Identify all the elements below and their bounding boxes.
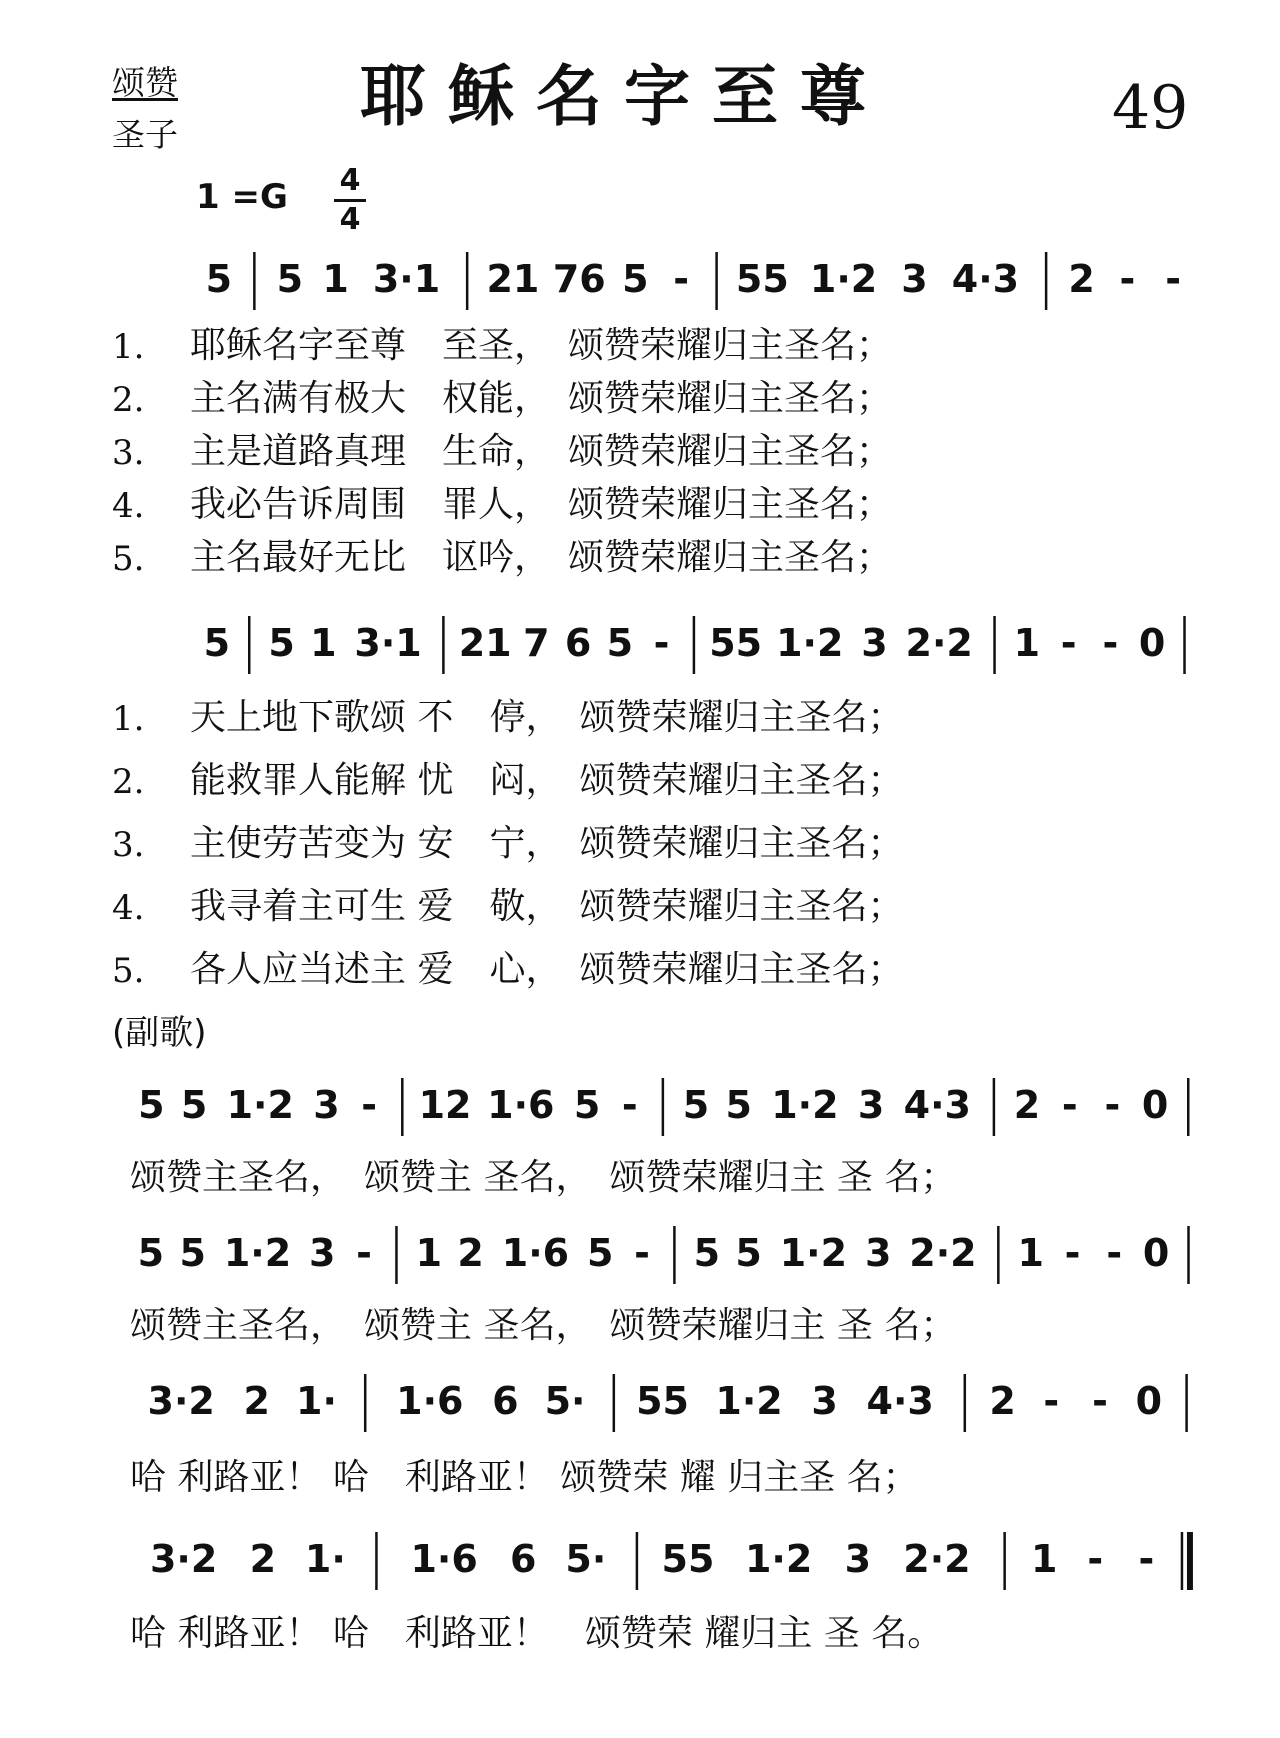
note-token: 3 bbox=[811, 1379, 838, 1423]
note-token: 5 bbox=[586, 1231, 614, 1275]
note-token: 3 bbox=[844, 1537, 872, 1581]
refrain-lyric-line: 颂赞主圣名， 颂赞主 圣名， 颂赞荣耀归主 圣 名； bbox=[130, 1305, 957, 1346]
note-extension-dash: - bbox=[673, 257, 690, 301]
note-token: 1·6 bbox=[410, 1537, 478, 1581]
note-token: 1·2 bbox=[771, 1083, 839, 1127]
note-token: 55 bbox=[661, 1537, 715, 1581]
verse-lyric-line: 我寻着主可生 爱 敬， 颂赞荣耀归主圣名； bbox=[190, 886, 904, 927]
note-token: 1·6 bbox=[501, 1231, 570, 1275]
note-extension-dash: - bbox=[1087, 1537, 1104, 1581]
verse-lyric-line: 各人应当述主 爱 心， 颂赞荣耀归主圣名； bbox=[190, 949, 904, 990]
note-extension-dash: - bbox=[621, 1083, 638, 1127]
note-token: 6 bbox=[564, 621, 592, 665]
note-token: 5 bbox=[606, 621, 634, 665]
notation-row bbox=[138, 1078, 1188, 1136]
verse-lyric-line: 主名满有极大 权能， 颂赞荣耀归主圣名； bbox=[190, 378, 893, 419]
note-extension-dash: - bbox=[634, 1231, 650, 1275]
hymn-number: 49 bbox=[1112, 73, 1189, 143]
note-token: 4·3 bbox=[866, 1379, 934, 1423]
note-token: 4·3 bbox=[903, 1083, 971, 1127]
note-extension-dash: - bbox=[356, 1231, 372, 1275]
verse-number: 3. bbox=[112, 825, 145, 865]
note-token: 1·2 bbox=[226, 1083, 294, 1127]
note-token: 1·2 bbox=[223, 1231, 292, 1275]
notation-row bbox=[138, 1226, 1189, 1284]
note-token: 3·1 bbox=[372, 257, 441, 301]
verse-lyric-line: 我必告诉周围 罪人， 颂赞荣耀归主圣名； bbox=[190, 484, 893, 525]
note-token: 1·6 bbox=[396, 1379, 464, 1423]
key-signature: 1 =G bbox=[196, 177, 288, 217]
note-token: 5· bbox=[544, 1379, 586, 1423]
note-token: 2 bbox=[1013, 1083, 1041, 1127]
note-token: 0 bbox=[1141, 1083, 1169, 1127]
note-token: 7 bbox=[523, 621, 550, 665]
note-token: 4·3 bbox=[951, 257, 1020, 301]
note-token: 5· bbox=[565, 1537, 607, 1581]
note-token: 2·2 bbox=[903, 1537, 971, 1581]
note-extension-dash: - bbox=[1119, 257, 1136, 301]
note-token: 5 bbox=[276, 257, 304, 301]
note-token: 1·2 bbox=[809, 257, 878, 301]
note-token: 5 bbox=[180, 1083, 208, 1127]
note-token: 1 bbox=[322, 257, 349, 301]
note-token: 6 bbox=[510, 1537, 537, 1581]
refrain-lyric-line: 哈 利路亚！ 哈 利路亚！ 颂赞荣 耀归主 圣 名。 bbox=[130, 1613, 944, 1654]
note-token: 2 bbox=[1068, 257, 1095, 301]
note-token: 5 bbox=[268, 621, 295, 665]
note-extension-dash: - bbox=[361, 1083, 378, 1127]
hymn-title: 耶稣名字至尊 bbox=[360, 58, 888, 135]
note-token: 3 bbox=[309, 1231, 336, 1275]
note-token: 2·2 bbox=[905, 621, 973, 665]
note-token: 2 bbox=[457, 1231, 484, 1275]
note-token: 0 bbox=[1138, 621, 1166, 665]
note-extension-dash: - bbox=[1061, 1083, 1078, 1127]
note-token: 5 bbox=[725, 1083, 752, 1127]
note-token: 5 bbox=[682, 1083, 710, 1127]
category-label: 颂赞 bbox=[112, 63, 178, 102]
notation-row bbox=[148, 1374, 1187, 1432]
note-token: 55 bbox=[636, 1379, 690, 1423]
note-extension-dash: - bbox=[1102, 621, 1119, 665]
verse-lyric-line: 主是道路真理 生命， 颂赞荣耀归主圣名； bbox=[190, 431, 893, 472]
note-token: 55 bbox=[735, 257, 789, 301]
note-token: 3 bbox=[857, 1083, 885, 1127]
verse-number: 1. bbox=[112, 327, 145, 367]
note-token: 1 bbox=[1013, 621, 1041, 665]
note-token: 1·2 bbox=[744, 1537, 813, 1581]
note-token: 3 bbox=[861, 621, 888, 665]
note-token: 5 bbox=[205, 257, 233, 301]
note-token: 55 bbox=[709, 621, 763, 665]
note-token: 3·2 bbox=[147, 1379, 215, 1423]
note-extension-dash: - bbox=[1064, 1231, 1081, 1275]
note-token: 0 bbox=[1135, 1379, 1163, 1423]
note-token: 1· bbox=[296, 1379, 337, 1423]
note-token: 12 bbox=[418, 1083, 472, 1127]
notation-row bbox=[150, 1532, 1190, 1590]
notation-row bbox=[204, 616, 1185, 674]
verse-lyric-line: 主使劳苦变为 安 宁， 颂赞荣耀归主圣名； bbox=[190, 823, 904, 864]
note-token: 2 bbox=[249, 1537, 277, 1581]
refrain-lyric-line: 哈 利路亚！ 哈 利路亚！ 颂赞荣 耀 归主圣 名； bbox=[130, 1457, 919, 1498]
note-token: 5 bbox=[179, 1231, 206, 1275]
note-token: 2·2 bbox=[909, 1231, 977, 1275]
verse-number: 4. bbox=[112, 888, 145, 928]
note-token: 3·1 bbox=[354, 621, 422, 665]
note-token: 3·2 bbox=[149, 1537, 218, 1581]
verse-number: 3. bbox=[112, 433, 145, 473]
note-extension-dash: - bbox=[1106, 1231, 1123, 1275]
note-token: 5 bbox=[622, 257, 649, 301]
note-extension-dash: - bbox=[1060, 621, 1077, 665]
verse-lyric-line: 耶稣名字至尊 至圣， 颂赞荣耀归主圣名； bbox=[190, 325, 893, 366]
verse-lyric-line: 能救罪人能解 忧 闷， 颂赞荣耀归主圣名； bbox=[190, 760, 904, 801]
note-token: 3 bbox=[864, 1231, 892, 1275]
note-token: 1·2 bbox=[779, 1231, 848, 1275]
note-token: 2 bbox=[989, 1379, 1016, 1423]
note-extension-dash: - bbox=[653, 621, 670, 665]
note-extension-dash: - bbox=[1165, 257, 1182, 301]
note-token: 1 bbox=[1030, 1537, 1058, 1581]
refrain-lyric-line: 颂赞主圣名， 颂赞主 圣名， 颂赞荣耀归主 圣 名； bbox=[130, 1157, 957, 1198]
note-token: 1·2 bbox=[776, 621, 844, 665]
note-token: 1· bbox=[304, 1537, 346, 1581]
verse-number: 2. bbox=[112, 762, 145, 802]
verse-lyric-line: 天上地下歌颂 不 停， 颂赞荣耀归主圣名； bbox=[190, 697, 904, 738]
note-token: 6 bbox=[492, 1379, 519, 1423]
note-token: 3 bbox=[901, 257, 928, 301]
note-token: 21 bbox=[486, 257, 540, 301]
note-token: 3 bbox=[313, 1083, 340, 1127]
note-token: 5 bbox=[137, 1231, 165, 1275]
verse-number: 5. bbox=[112, 951, 145, 991]
notation-row bbox=[206, 252, 1181, 310]
note-token: 5 bbox=[203, 621, 231, 665]
note-token: 1 bbox=[415, 1231, 443, 1275]
subcategory-label: 圣子 bbox=[112, 115, 178, 154]
note-extension-dash: - bbox=[1138, 1537, 1155, 1581]
note-token: 2 bbox=[243, 1379, 270, 1423]
note-token: 1 bbox=[1017, 1231, 1044, 1275]
verse-number: 2. bbox=[112, 380, 145, 420]
refrain-label: (副歌) bbox=[112, 1013, 207, 1053]
note-token: 1·2 bbox=[715, 1379, 783, 1423]
note-token: 76 bbox=[552, 257, 606, 301]
note-extension-dash: - bbox=[1043, 1379, 1060, 1423]
note-token: 21 bbox=[458, 621, 512, 665]
note-token: 1·6 bbox=[487, 1083, 555, 1127]
note-token: 1 bbox=[310, 621, 337, 665]
note-token: 0 bbox=[1142, 1231, 1170, 1275]
note-token: 5 bbox=[138, 1083, 165, 1127]
verse-lyric-line: 主名最好无比 讴吟， 颂赞荣耀归主圣名； bbox=[190, 537, 893, 578]
verse-number: 5. bbox=[112, 539, 145, 579]
note-token: 5 bbox=[693, 1231, 721, 1275]
note-token: 5 bbox=[735, 1231, 762, 1275]
note-extension-dash: - bbox=[1092, 1379, 1108, 1423]
verse-number: 4. bbox=[112, 486, 145, 526]
note-token: 5 bbox=[573, 1083, 601, 1127]
time-signature-bottom: 4 bbox=[339, 202, 361, 237]
note-extension-dash: - bbox=[1104, 1083, 1121, 1127]
time-signature-top: 4 bbox=[339, 163, 361, 198]
verse-number: 1. bbox=[112, 699, 145, 739]
